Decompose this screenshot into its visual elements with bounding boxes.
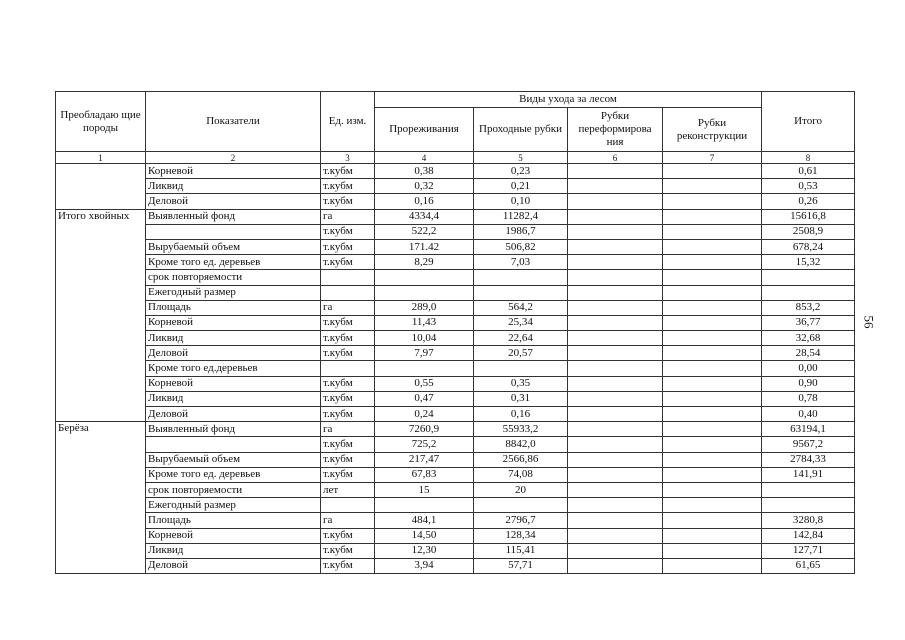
passage-cutting-cell: 8842,0 xyxy=(474,437,568,452)
reformation-cutting-cell xyxy=(568,467,663,482)
forest-care-table xyxy=(55,91,855,574)
thinning-cell xyxy=(375,498,474,513)
passage-cutting-cell: 57,71 xyxy=(474,558,568,573)
reconstruction-cutting-cell xyxy=(663,315,762,330)
table-row xyxy=(56,528,855,543)
thinning-cell: 0,47 xyxy=(375,391,474,406)
passage-cutting-cell: 7,03 xyxy=(474,255,568,270)
reconstruction-cutting-cell xyxy=(663,224,762,239)
total-cell: 9567,2 xyxy=(762,437,855,452)
table-row xyxy=(56,194,855,209)
reconstruction-cutting-cell xyxy=(663,164,762,179)
total-cell: 0,40 xyxy=(762,407,855,422)
unit-cell: т.кубм xyxy=(321,224,375,239)
passage-cutting-cell: 20 xyxy=(474,482,568,497)
column-number: 7 xyxy=(663,152,762,164)
thinning-cell: 8,29 xyxy=(375,255,474,270)
indicator-cell: Выявленный фонд xyxy=(146,422,321,437)
table-row xyxy=(56,558,855,573)
passage-cutting-cell: 20,57 xyxy=(474,346,568,361)
header-unit: Ед. изм. xyxy=(321,92,375,152)
passage-cutting-cell: 25,34 xyxy=(474,315,568,330)
reformation-cutting-cell xyxy=(568,194,663,209)
table-body xyxy=(56,164,855,574)
passage-cutting-cell xyxy=(474,270,568,285)
reformation-cutting-cell xyxy=(568,528,663,543)
passage-cutting-cell: 0,23 xyxy=(474,164,568,179)
passage-cutting-cell: 0,21 xyxy=(474,179,568,194)
unit-cell: т.кубм xyxy=(321,179,375,194)
passage-cutting-cell: 1986,7 xyxy=(474,224,568,239)
unit-cell: т.кубм xyxy=(321,315,375,330)
indicator-cell: Кроме того ед. деревьев xyxy=(146,467,321,482)
passage-cutting-cell: 0,10 xyxy=(474,194,568,209)
thinning-cell: 12,30 xyxy=(375,543,474,558)
table-row xyxy=(56,300,855,315)
column-number: 5 xyxy=(474,152,568,164)
reformation-cutting-cell xyxy=(568,300,663,315)
total-cell: 0,26 xyxy=(762,194,855,209)
thinning-cell: 522,2 xyxy=(375,224,474,239)
reconstruction-cutting-cell xyxy=(663,513,762,528)
thinning-cell: 14,50 xyxy=(375,528,474,543)
unit-cell: т.кубм xyxy=(321,407,375,422)
reformation-cutting-cell xyxy=(568,513,663,528)
passage-cutting-cell xyxy=(474,285,568,300)
thinning-cell: 171.42 xyxy=(375,239,474,254)
reconstruction-cutting-cell xyxy=(663,467,762,482)
header-care-types: Виды ухода за лесом xyxy=(375,92,762,108)
unit-cell: т.кубм xyxy=(321,239,375,254)
page-number: 56 xyxy=(861,315,877,329)
reformation-cutting-cell xyxy=(568,270,663,285)
table-row xyxy=(56,391,855,406)
total-cell: 61,65 xyxy=(762,558,855,573)
indicator-cell: Ликвид xyxy=(146,391,321,406)
reconstruction-cutting-cell xyxy=(663,255,762,270)
unit-cell: лет xyxy=(321,482,375,497)
total-cell: 0,90 xyxy=(762,376,855,391)
species-cell xyxy=(56,164,146,210)
total-cell xyxy=(762,285,855,300)
reformation-cutting-cell xyxy=(568,452,663,467)
reconstruction-cutting-cell xyxy=(663,300,762,315)
indicator-cell: Кроме того ед. деревьев xyxy=(146,255,321,270)
reconstruction-cutting-cell xyxy=(663,407,762,422)
indicator-cell: Площадь xyxy=(146,513,321,528)
indicator-cell: срок повторяемости xyxy=(146,270,321,285)
table-row xyxy=(56,224,855,239)
total-cell xyxy=(762,482,855,497)
passage-cutting-cell: 564,2 xyxy=(474,300,568,315)
unit-cell: т.кубм xyxy=(321,255,375,270)
total-cell: 0,61 xyxy=(762,164,855,179)
thinning-cell xyxy=(375,285,474,300)
total-cell: 142,84 xyxy=(762,528,855,543)
thinning-cell xyxy=(375,361,474,376)
thinning-cell: 0,24 xyxy=(375,407,474,422)
unit-cell: га xyxy=(321,422,375,437)
indicator-cell: Выявленный фонд xyxy=(146,209,321,224)
total-cell xyxy=(762,498,855,513)
unit-cell: га xyxy=(321,513,375,528)
passage-cutting-cell: 128,34 xyxy=(474,528,568,543)
indicator-cell: Деловой xyxy=(146,407,321,422)
total-cell: 2508,9 xyxy=(762,224,855,239)
reformation-cutting-cell xyxy=(568,285,663,300)
indicator-cell: Деловой xyxy=(146,558,321,573)
column-number: 1 xyxy=(56,152,146,164)
indicator-cell: Корневой xyxy=(146,164,321,179)
table-row xyxy=(56,467,855,482)
table-row xyxy=(56,437,855,452)
indicator-cell: Вырубаемый объем xyxy=(146,452,321,467)
unit-cell: т.кубм xyxy=(321,543,375,558)
indicator-cell: Кроме того ед.деревьев xyxy=(146,361,321,376)
header-species: Преобладаю щие породы xyxy=(56,92,146,152)
total-cell: 28,54 xyxy=(762,346,855,361)
thinning-cell: 0,32 xyxy=(375,179,474,194)
thinning-cell xyxy=(375,270,474,285)
reconstruction-cutting-cell xyxy=(663,482,762,497)
indicator-cell: Деловой xyxy=(146,346,321,361)
passage-cutting-cell: 0,16 xyxy=(474,407,568,422)
reconstruction-cutting-cell xyxy=(663,376,762,391)
table-row xyxy=(56,543,855,558)
indicator-cell: Площадь xyxy=(146,300,321,315)
indicator-cell: Ежегодный размер xyxy=(146,285,321,300)
reconstruction-cutting-cell xyxy=(663,437,762,452)
indicator-cell xyxy=(146,224,321,239)
total-cell: 32,68 xyxy=(762,331,855,346)
table-row xyxy=(56,315,855,330)
table-row xyxy=(56,164,855,179)
passage-cutting-cell xyxy=(474,498,568,513)
passage-cutting-cell: 11282,4 xyxy=(474,209,568,224)
reformation-cutting-cell xyxy=(568,164,663,179)
table-row xyxy=(56,239,855,254)
passage-cutting-cell: 22,64 xyxy=(474,331,568,346)
table-row xyxy=(56,482,855,497)
header-indicators: Показатели xyxy=(146,92,321,152)
reformation-cutting-cell xyxy=(568,239,663,254)
thinning-cell: 289,0 xyxy=(375,300,474,315)
reconstruction-cutting-cell xyxy=(663,543,762,558)
indicator-cell: Вырубаемый объем xyxy=(146,239,321,254)
unit-cell: т.кубм xyxy=(321,331,375,346)
total-cell: 0,53 xyxy=(762,179,855,194)
column-number: 4 xyxy=(375,152,474,164)
indicator-cell: Деловой xyxy=(146,194,321,209)
header-total: Итого xyxy=(762,92,855,152)
unit-cell xyxy=(321,270,375,285)
unit-cell: т.кубм xyxy=(321,376,375,391)
unit-cell: га xyxy=(321,209,375,224)
unit-cell xyxy=(321,498,375,513)
thinning-cell: 3,94 xyxy=(375,558,474,573)
total-cell xyxy=(762,270,855,285)
reformation-cutting-cell xyxy=(568,376,663,391)
table-row xyxy=(56,361,855,376)
reconstruction-cutting-cell xyxy=(663,422,762,437)
reformation-cutting-cell xyxy=(568,558,663,573)
unit-cell: т.кубм xyxy=(321,391,375,406)
thinning-cell: 7,97 xyxy=(375,346,474,361)
table-row xyxy=(56,498,855,513)
table-row xyxy=(56,376,855,391)
indicator-cell: Ликвид xyxy=(146,179,321,194)
unit-cell: т.кубм xyxy=(321,164,375,179)
indicator-cell: Ликвид xyxy=(146,331,321,346)
total-cell: 141,91 xyxy=(762,467,855,482)
indicator-cell: срок повторяемости xyxy=(146,482,321,497)
reformation-cutting-cell xyxy=(568,543,663,558)
passage-cutting-cell: 55933,2 xyxy=(474,422,568,437)
table-row xyxy=(56,513,855,528)
reconstruction-cutting-cell xyxy=(663,452,762,467)
passage-cutting-cell: 2796,7 xyxy=(474,513,568,528)
reconstruction-cutting-cell xyxy=(663,179,762,194)
table-row xyxy=(56,255,855,270)
total-cell: 3280,8 xyxy=(762,513,855,528)
thinning-cell: 0,55 xyxy=(375,376,474,391)
unit-cell: т.кубм xyxy=(321,437,375,452)
passage-cutting-cell: 2566,86 xyxy=(474,452,568,467)
reconstruction-cutting-cell xyxy=(663,528,762,543)
reconstruction-cutting-cell xyxy=(663,285,762,300)
total-cell: 15616,8 xyxy=(762,209,855,224)
reformation-cutting-cell xyxy=(568,224,663,239)
table-row xyxy=(56,331,855,346)
reformation-cutting-cell xyxy=(568,331,663,346)
reconstruction-cutting-cell xyxy=(663,194,762,209)
passage-cutting-cell: 0,35 xyxy=(474,376,568,391)
reformation-cutting-cell xyxy=(568,346,663,361)
thinning-cell: 725,2 xyxy=(375,437,474,452)
indicator-cell xyxy=(146,437,321,452)
reconstruction-cutting-cell xyxy=(663,331,762,346)
reformation-cutting-cell xyxy=(568,361,663,376)
passage-cutting-cell: 506,82 xyxy=(474,239,568,254)
reformation-cutting-cell xyxy=(568,255,663,270)
total-cell: 15,32 xyxy=(762,255,855,270)
table-row xyxy=(56,422,855,437)
passage-cutting-cell xyxy=(474,361,568,376)
reconstruction-cutting-cell xyxy=(663,558,762,573)
unit-cell xyxy=(321,361,375,376)
species-cell: Берёза xyxy=(56,422,146,574)
indicator-cell: Ликвид xyxy=(146,543,321,558)
thinning-cell: 4334,4 xyxy=(375,209,474,224)
table-row xyxy=(56,452,855,467)
header-passage-cutting: Проходные рубки xyxy=(474,108,568,152)
unit-cell: т.кубм xyxy=(321,558,375,573)
total-cell: 127,71 xyxy=(762,543,855,558)
column-number: 6 xyxy=(568,152,663,164)
table-row xyxy=(56,285,855,300)
total-cell: 63194,1 xyxy=(762,422,855,437)
header-reformation-cutting: Рубки переформирова ния xyxy=(568,108,663,152)
unit-cell: т.кубм xyxy=(321,346,375,361)
reconstruction-cutting-cell xyxy=(663,270,762,285)
indicator-cell: Корневой xyxy=(146,315,321,330)
reformation-cutting-cell xyxy=(568,391,663,406)
indicator-cell: Корневой xyxy=(146,528,321,543)
reformation-cutting-cell xyxy=(568,315,663,330)
table-row xyxy=(56,209,855,224)
unit-cell: т.кубм xyxy=(321,467,375,482)
unit-cell: га xyxy=(321,300,375,315)
reconstruction-cutting-cell xyxy=(663,239,762,254)
unit-cell: т.кубм xyxy=(321,528,375,543)
passage-cutting-cell: 115,41 xyxy=(474,543,568,558)
unit-cell: т.кубм xyxy=(321,452,375,467)
passage-cutting-cell: 74,08 xyxy=(474,467,568,482)
reconstruction-cutting-cell xyxy=(663,498,762,513)
passage-cutting-cell: 0,31 xyxy=(474,391,568,406)
table-row xyxy=(56,270,855,285)
reconstruction-cutting-cell xyxy=(663,391,762,406)
thinning-cell: 11,43 xyxy=(375,315,474,330)
reformation-cutting-cell xyxy=(568,498,663,513)
species-cell: Итого хвойных xyxy=(56,209,146,422)
total-cell: 2784,33 xyxy=(762,452,855,467)
total-cell: 0,00 xyxy=(762,361,855,376)
table-row xyxy=(56,346,855,361)
indicator-cell: Корневой xyxy=(146,376,321,391)
reconstruction-cutting-cell xyxy=(663,346,762,361)
thinning-cell: 0,16 xyxy=(375,194,474,209)
reconstruction-cutting-cell xyxy=(663,209,762,224)
column-number: 2 xyxy=(146,152,321,164)
reformation-cutting-cell xyxy=(568,209,663,224)
total-cell: 678,24 xyxy=(762,239,855,254)
unit-cell xyxy=(321,285,375,300)
column-number: 8 xyxy=(762,152,855,164)
reconstruction-cutting-cell xyxy=(663,361,762,376)
total-cell: 0,78 xyxy=(762,391,855,406)
thinning-cell: 15 xyxy=(375,482,474,497)
header-reconstruction-cutting: Рубки реконструкции xyxy=(663,108,762,152)
table-row xyxy=(56,407,855,422)
thinning-cell: 10,04 xyxy=(375,331,474,346)
thinning-cell: 67,83 xyxy=(375,467,474,482)
reformation-cutting-cell xyxy=(568,407,663,422)
unit-cell: т.кубм xyxy=(321,194,375,209)
column-number: 3 xyxy=(321,152,375,164)
reformation-cutting-cell xyxy=(568,482,663,497)
thinning-cell: 217,47 xyxy=(375,452,474,467)
total-cell: 36,77 xyxy=(762,315,855,330)
indicator-cell: Ежегодный размер xyxy=(146,498,321,513)
header-thinning: Прореживания xyxy=(375,108,474,152)
reformation-cutting-cell xyxy=(568,179,663,194)
table-row xyxy=(56,179,855,194)
thinning-cell: 0,38 xyxy=(375,164,474,179)
reformation-cutting-cell xyxy=(568,437,663,452)
reformation-cutting-cell xyxy=(568,422,663,437)
total-cell: 853,2 xyxy=(762,300,855,315)
thinning-cell: 484,1 xyxy=(375,513,474,528)
thinning-cell: 7260,9 xyxy=(375,422,474,437)
